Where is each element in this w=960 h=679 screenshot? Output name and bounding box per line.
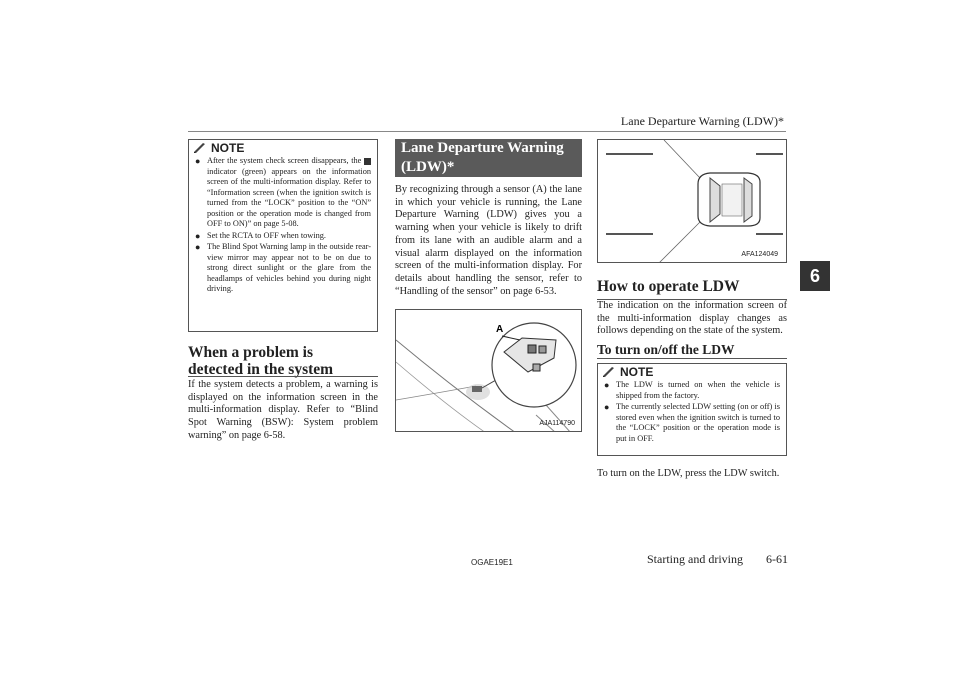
bullet-icon: ● bbox=[195, 156, 201, 166]
bsw-indicator-icon bbox=[364, 158, 371, 165]
note-label: NOTE bbox=[211, 141, 245, 155]
bullet-icon: ● bbox=[195, 230, 201, 241]
note-item bbox=[604, 402, 780, 444]
footer-code: OGAE19E1 bbox=[471, 558, 513, 567]
note-item bbox=[195, 231, 371, 242]
problem-body: If the system detects a problem, a warning is displayed on the information screen in the multi-information display. Refer to “Blind Spot Warning (BSW): System problem warning” on page 6-58. bbox=[188, 379, 378, 441]
footer-section: Starting and driving bbox=[647, 552, 743, 566]
turn-heading: To turn on/off the LDW bbox=[597, 342, 735, 357]
turn-heading-rule bbox=[597, 358, 787, 359]
note-list bbox=[598, 380, 786, 449]
problem-heading-rule bbox=[188, 376, 378, 377]
chapter-tab: 6 bbox=[800, 261, 830, 291]
left-note-box bbox=[188, 139, 378, 332]
note-item-text-post: indicator (green) appears on the information screen of the multi-information display. Refer to “Information screen (when the ignition switch is turned from the “LOCK” position to the “ON” position or the operation mode is changed from OFF to ON)” on page 5-08. bbox=[207, 166, 371, 228]
windshield-sensor-illustration bbox=[396, 310, 582, 432]
sensor-label-a: A bbox=[496, 324, 504, 335]
note-list bbox=[189, 156, 377, 300]
note-item bbox=[604, 380, 780, 401]
note-header bbox=[189, 140, 377, 156]
bullet-icon: ● bbox=[195, 242, 201, 252]
figure-code: AJA114790 bbox=[539, 420, 575, 427]
note-item-text: Set the RCTA to OFF when towing. bbox=[207, 230, 326, 240]
note-item-text: The LDW is turned on when the vehicle is shipped from the factory. bbox=[616, 380, 780, 400]
running-header-title: Lane Departure Warning (LDW)* bbox=[620, 114, 784, 128]
bullet-icon: ● bbox=[604, 380, 610, 390]
header-rule bbox=[188, 131, 786, 132]
note-item bbox=[195, 242, 371, 295]
note-header bbox=[598, 364, 786, 380]
bullet-icon: ● bbox=[604, 402, 610, 412]
operate-body: The indication on the information screen of the multi-information display changes as follows depending on the state of the system. bbox=[597, 300, 787, 337]
ldw-body: By recognizing through a sensor (A) the lane in which your vehicle is running, the Lane Departure Warning (LDW) gives you a warning when your vehicle is likely to drift from its lane with an audible alarm and a visual alarm displayed on the information screen of the multi-information display. For details about handling the sensor, refer to “Handling of the sensor” on page 6-53. bbox=[395, 184, 582, 297]
operate-heading: How to operate LDW bbox=[597, 278, 740, 295]
turn-body: To turn on the LDW, press the LDW switch. bbox=[597, 468, 780, 479]
footer-page-number: 6-61 bbox=[766, 552, 788, 566]
note-item-text: The currently selected LDW setting (on or off) is stored even when the ignition switch is turned to the “LOCK” position or the operation mode is put in OFF. bbox=[616, 402, 780, 443]
sensor-figure bbox=[395, 309, 582, 432]
note-label: NOTE bbox=[620, 365, 654, 379]
figure-code: AFA124049 bbox=[741, 251, 778, 258]
car-top-view-icon bbox=[698, 173, 760, 226]
problem-heading: When a problem is detected in the system bbox=[188, 344, 334, 378]
turn-note-box bbox=[597, 363, 787, 456]
ldw-section-banner: Lane Departure Warning (LDW)* bbox=[395, 139, 582, 177]
lane-figure bbox=[597, 139, 787, 263]
lane-departure-illustration bbox=[598, 140, 787, 263]
pencil-note-icon bbox=[602, 366, 616, 378]
note-item-text: The Blind Spot Warning lamp in the outside rear-view mirror may appear not to be on due to strong direct sunlight or the glare from the headlamps of vehicles behind you during night driving. bbox=[207, 242, 371, 293]
note-item bbox=[195, 156, 371, 230]
pencil-note-icon bbox=[193, 142, 207, 154]
note-item-text-pre: After the system check screen disappears, the bbox=[207, 156, 362, 165]
